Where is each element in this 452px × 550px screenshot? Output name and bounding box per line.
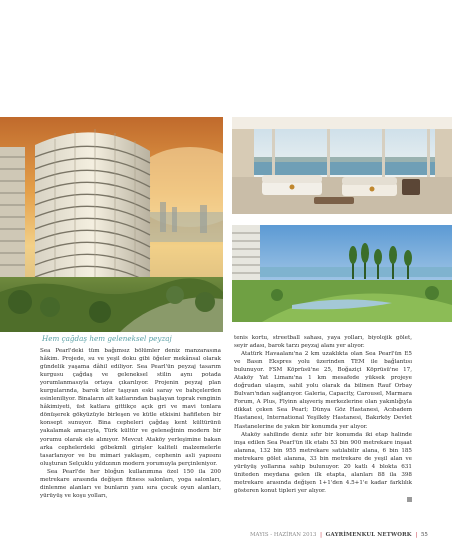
page-number: 55 [420, 532, 428, 538]
lounge-photo [232, 117, 452, 214]
garden-photo [232, 225, 452, 322]
paragraph: Sea Pearl'deki tüm bağımsız bölümler deniz manzarasına hâkim. Projede, su ve yeşil doku gibi öğeler mekânsal olarak gündelik yaşama dâhil ediliyor. Sea Pearl'ün peyzaj tasarım kurgusu çağdaş ve geleneksel stilin aynı potada yorumlanmasıyla ortaya çıkarılıyor. Projenin peyzaj plan kurgularında, barok izler taşıyan eski saray ve bahçelerden esinleniliyor. Binaların alt katlarından başlayan toprak renginin hâkimiyeti, üst katlara gittikçe açık gri ve mavi tonlara dönüşerek gökyüzüyle birleşen ve kütle etkisini hafifleten bir konsept sunuyor. Bina cepheleri çağdaş kent kültürünü yakalamak amacıyla, Türk kültür ve geleneğinin modern bir yorumu olarak ele alınıyor. Mevcut Ataköy yerleşimine bakan arka cephelerdeki göbekmli girişler kaliteli malzemelerle tasarlanıyor ve bu mimari yaklaşım, cephenin asli yapısını oluşturan Selçuklu yıldızının modern yorumuyla perçinleniyor. [40, 348, 221, 467]
footer-separator: | [415, 532, 418, 538]
section-heading: Hem çağdaş hem geleneksel peyzaj [42, 334, 172, 343]
left-column [40, 347, 221, 500]
magazine-name: GAYRİMENKUL NETWORK [325, 532, 412, 538]
paragraph: Atatürk Havaalanı'na 2 km uzaklıkta olan Sea Pearl'ün E5 ve Basın Ekspres yolu üzerinden TEM ile bağlantısı bulunuyor. FSM Köprüsü'ne 25, Boğaziçi Köprüsü'ne 17, Ataköy Yat Limanı'na 1 km mesafede yüksek projeye doğrudan ulaşım, sahil yolu olarak da bilinen Rauf Orbay Bulvarı'ndan sağlanıyor. Galeria, Capacity, Carousel, Marmara Forum, A Plus, Flyinn alışveriş merkezlerine olan yakınlığıyla dikkat çeken Sea Pearl; Dünya Göz Hastanesi, Acıbadem Hastanesi, International Yeşilköy Hastanesi, Bakırköy Devlet Hastanelerine de yakın bir konumda yer alıyor. [234, 351, 412, 430]
paragraph: tenis kortu, streetball sahası, yaya yolları, biyolojik gölet, seyir adası, barok tarzı peyzaj alanı yer alıyor. [234, 335, 412, 350]
end-of-article-mark [407, 497, 412, 502]
paragraph: Ataköy sahilinde deniz sıfır bir konumda iki etap halinde inşa edilen Sea Pearl'ün ilk etabı 53 bin 900 metrekare inşaat alanına, 132 bin 955 metrekare satılabilir alana, 6 bin 185 metrekare gölet alanına, 33 bin metrekare de yeşil alan ve yürüyüş yollarına sahip bulunuyor. 20 katlı 4 blokta 631 üniteden meydana gelen ilk etapta, alanları 88 ila 398 metrekare arasında değişen 1+1'den 4.5+1'e kadar farklılık gösteren konut tipleri yer alıyor. [234, 431, 412, 494]
issue-date: MAYIS - HAZİRAN 2013 [250, 532, 317, 538]
paragraph: Sea Pearl'de her bloğun kullanımına özel 150 ila 200 metrekare arasında değişen fitness salonları, yoga salonları, dinlenme alanları ve bunların yanı sıra çocuk oyun alanları, yürüyüş ve koşu yolları, [40, 468, 221, 499]
footer-separator: | [320, 532, 322, 538]
page-footer [250, 532, 428, 538]
right-column [234, 334, 412, 495]
tower-photo [0, 117, 223, 332]
